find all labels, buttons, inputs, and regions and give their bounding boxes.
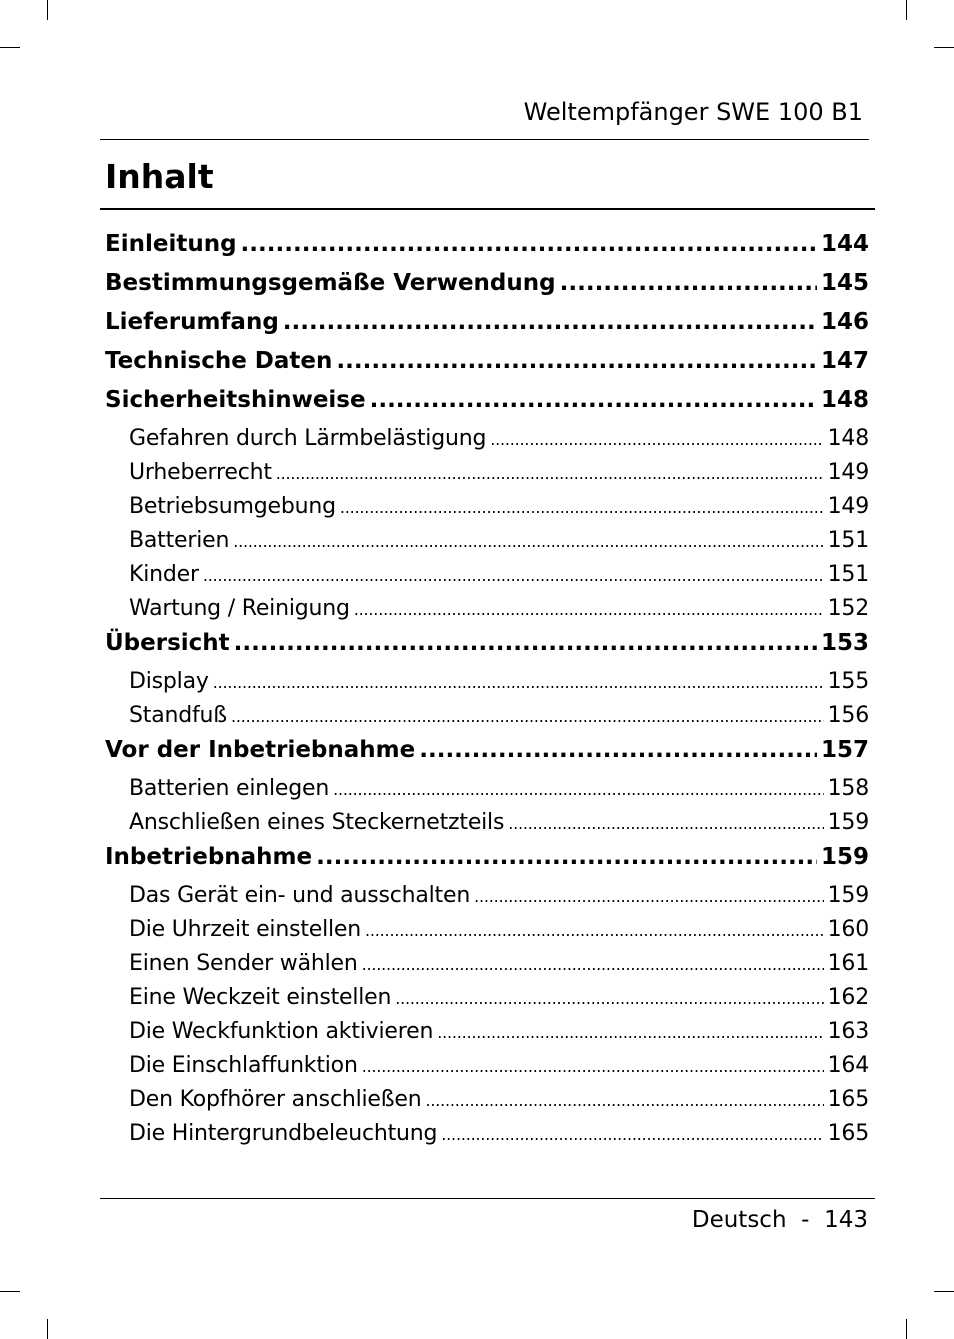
toc-leader-dots (490, 426, 823, 451)
toc-entry-page: 165 (827, 1121, 869, 1146)
toc-leader-dots (474, 883, 824, 908)
toc-entry-label: Die Weckfunktion aktivieren (129, 1019, 434, 1044)
footer-page-number: 143 (824, 1207, 868, 1233)
toc-section-entry[interactable] (105, 426, 869, 460)
toc-entry-page: 157 (820, 737, 869, 763)
toc-entry-page: 153 (820, 630, 869, 656)
toc-leader-dots (336, 348, 817, 374)
toc-entry-page: 162 (827, 985, 869, 1010)
toc-section-entry[interactable] (105, 1121, 869, 1155)
toc-section-entry[interactable] (105, 985, 869, 1019)
footer (692, 1207, 868, 1233)
toc-leader-dots (231, 703, 824, 728)
toc-chapter-entry[interactable] (105, 387, 869, 426)
toc-entry-page: 158 (827, 776, 869, 801)
toc-leader-dots (508, 810, 823, 835)
toc-section-entry[interactable] (105, 562, 869, 596)
toc-entry-page: 144 (820, 231, 869, 257)
crop-mark-bottom-left-v (47, 1319, 48, 1339)
toc-entry-label: Batterien (129, 528, 230, 553)
toc-entry-page: 148 (827, 426, 869, 451)
toc-entry-page: 151 (827, 562, 869, 587)
toc-entry-page: 161 (827, 951, 869, 976)
toc-entry-label: Das Gerät ein- und ausschalten (129, 883, 471, 908)
toc-entry-label: Gefahren durch Lärmbelästigung (129, 426, 487, 451)
toc-leader-dots (241, 231, 817, 257)
table-of-contents (105, 231, 869, 1155)
toc-chapter-entry[interactable] (105, 348, 869, 387)
toc-entry-page: 159 (827, 883, 869, 908)
toc-entry-page: 145 (820, 270, 869, 296)
toc-leader-dots (362, 1053, 824, 1078)
toc-entry-page: 149 (827, 460, 869, 485)
toc-entry-page: 155 (827, 669, 869, 694)
toc-leader-dots (395, 985, 823, 1010)
toc-entry-label: Technische Daten (105, 348, 333, 374)
toc-entry-label: Einleitung (105, 231, 237, 257)
page-title: Inhalt (105, 157, 214, 196)
toc-chapter-entry[interactable] (105, 270, 869, 309)
toc-entry-page: 146 (820, 309, 869, 335)
toc-section-entry[interactable] (105, 883, 869, 917)
toc-entry-page: 159 (827, 810, 869, 835)
toc-entry-label: Die Uhrzeit einstellen (129, 917, 362, 942)
toc-entry-label: Vor der Inbetriebnahme (105, 737, 416, 763)
toc-leader-dots (276, 460, 824, 485)
toc-entry-label: Einen Sender wählen (129, 951, 358, 976)
toc-leader-dots (370, 387, 817, 413)
crop-mark-top-right-h (934, 47, 954, 48)
toc-section-entry[interactable] (105, 1053, 869, 1087)
toc-entry-page: 156 (827, 703, 869, 728)
toc-leader-dots (560, 270, 817, 296)
toc-leader-dots (354, 596, 824, 621)
toc-chapter-entry[interactable] (105, 737, 869, 776)
toc-leader-dots (233, 528, 823, 553)
title-rule (100, 208, 875, 210)
toc-section-entry[interactable] (105, 1019, 869, 1053)
toc-entry-page: 148 (820, 387, 869, 413)
toc-section-entry[interactable] (105, 951, 869, 985)
toc-entry-label: Sicherheitshinweise (105, 387, 366, 413)
toc-leader-dots (283, 309, 817, 335)
toc-section-entry[interactable] (105, 460, 869, 494)
toc-leader-dots (362, 951, 824, 976)
toc-section-entry[interactable] (105, 917, 869, 951)
footer-language: Deutsch (691, 1207, 787, 1233)
footer-separator: - (801, 1207, 810, 1233)
toc-section-entry[interactable] (105, 494, 869, 528)
toc-entry-page: 147 (820, 348, 869, 374)
toc-entry-label: Lieferumfang (105, 309, 279, 335)
crop-mark-top-left-h (0, 47, 20, 48)
toc-leader-dots (437, 1019, 823, 1044)
header-title: Weltempfänger SWE 100 B1 (523, 98, 863, 126)
toc-section-entry[interactable] (105, 596, 869, 630)
toc-chapter-entry[interactable] (105, 309, 869, 348)
toc-entry-label: Urheberrecht (129, 460, 272, 485)
toc-section-entry[interactable] (105, 776, 869, 810)
toc-leader-dots (234, 630, 817, 656)
toc-leader-dots (425, 1087, 823, 1112)
toc-entry-page: 159 (820, 844, 869, 870)
toc-entry-label: Display (129, 669, 209, 694)
toc-entry-label: Übersicht (105, 630, 230, 656)
header-rule (100, 139, 869, 140)
toc-chapter-entry[interactable] (105, 630, 869, 669)
toc-entry-label: Inbetriebnahme (105, 844, 313, 870)
toc-entry-label: Standfuß (129, 703, 227, 728)
toc-leader-dots (333, 776, 824, 801)
toc-entry-page: 160 (827, 917, 869, 942)
footer-rule (100, 1198, 875, 1199)
crop-mark-bottom-left-h (0, 1291, 20, 1292)
toc-section-entry[interactable] (105, 528, 869, 562)
crop-mark-top-left-v (47, 0, 48, 20)
toc-leader-dots (365, 917, 824, 942)
toc-leader-dots (419, 737, 817, 763)
crop-mark-top-right-v (906, 0, 907, 20)
toc-leader-dots (441, 1121, 823, 1146)
toc-section-entry[interactable] (105, 703, 869, 737)
toc-entry-label: Kinder (129, 562, 199, 587)
crop-mark-bottom-right-h (934, 1291, 954, 1292)
toc-leader-dots (213, 669, 824, 694)
toc-section-entry[interactable] (105, 810, 869, 844)
toc-leader-dots (316, 844, 817, 870)
toc-entry-label: Die Hintergrundbeleuchtung (129, 1121, 438, 1146)
toc-entry-label: Eine Weckzeit einstellen (129, 985, 392, 1010)
toc-entry-label: Den Kopfhörer anschließen (129, 1087, 422, 1112)
toc-chapter-entry[interactable] (105, 844, 869, 883)
crop-mark-bottom-right-v (906, 1319, 907, 1339)
toc-section-entry[interactable] (105, 669, 869, 703)
toc-entry-page: 163 (827, 1019, 869, 1044)
toc-entry-page: 164 (827, 1053, 869, 1078)
toc-entry-label: Wartung / Reinigung (129, 596, 350, 621)
toc-entry-page: 165 (827, 1087, 869, 1112)
toc-entry-page: 152 (827, 596, 869, 621)
toc-chapter-entry[interactable] (105, 231, 869, 270)
toc-entry-page: 151 (827, 528, 869, 553)
toc-entry-label: Betriebsumgebung (129, 494, 336, 519)
toc-leader-dots (340, 494, 824, 519)
toc-entry-label: Anschließen eines Steckernetzteils (129, 810, 505, 835)
toc-entry-label: Batterien einlegen (129, 776, 330, 801)
toc-entry-label: Bestimmungsgemäße Verwendung (105, 270, 556, 296)
toc-entry-label: Die Einschlaffunktion (129, 1053, 358, 1078)
toc-section-entry[interactable] (105, 1087, 869, 1121)
toc-leader-dots (203, 562, 824, 587)
toc-entry-page: 149 (827, 494, 869, 519)
